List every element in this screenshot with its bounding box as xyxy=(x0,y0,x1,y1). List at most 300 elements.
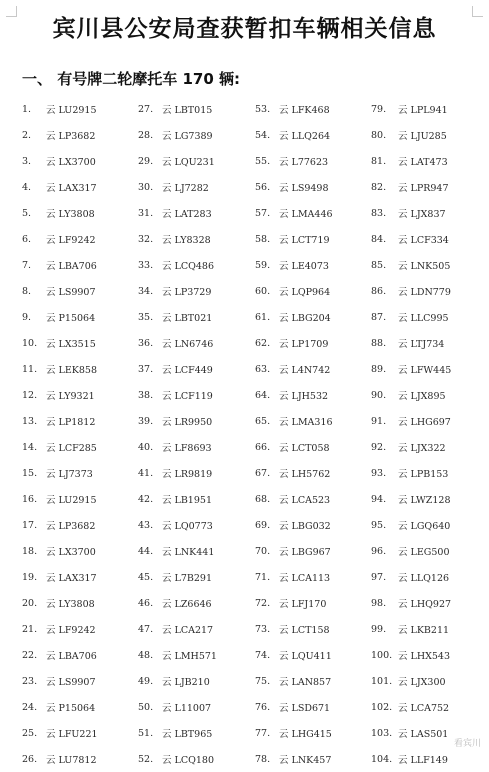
plate-list-item xyxy=(255,278,373,304)
plate-item-number: 62. xyxy=(255,337,271,349)
plate-list-item xyxy=(371,356,489,382)
plate-item-number: 6. xyxy=(22,233,32,245)
plate-list-item xyxy=(255,304,373,330)
plate-list-item xyxy=(255,200,373,226)
plate-item-number: 67. xyxy=(255,467,271,479)
plate-number: 云 LY3808 xyxy=(46,209,95,220)
plate-list-item xyxy=(255,668,373,694)
plate-item-number: 95. xyxy=(371,519,387,531)
plate-column xyxy=(138,96,256,772)
plate-item-number: 10. xyxy=(22,337,38,349)
plate-number: 云 LAX317 xyxy=(46,183,97,194)
plate-item-number: 53. xyxy=(255,103,271,115)
plate-item-number: 69. xyxy=(255,519,271,531)
plate-list-item xyxy=(138,538,256,564)
plate-list-item xyxy=(138,720,256,746)
plate-item-number: 43. xyxy=(138,519,154,531)
plate-list-item xyxy=(255,486,373,512)
plate-number: 云 LLC995 xyxy=(398,313,449,324)
plate-list-item xyxy=(255,356,373,382)
plate-list-item xyxy=(22,356,140,382)
plate-number: 云 LAT283 xyxy=(162,209,212,220)
plate-list-item xyxy=(371,486,489,512)
plate-number: 云 LR9950 xyxy=(162,417,213,428)
plate-list-item xyxy=(138,564,256,590)
document-title: 宾川县公安局查获暂扣车辆相关信息 xyxy=(52,16,437,42)
plate-list-item xyxy=(371,460,489,486)
plate-number: 云 LJH532 xyxy=(279,391,329,402)
plate-list-item xyxy=(22,382,140,408)
plate-item-number: 74. xyxy=(255,649,271,661)
plate-number: 云 LCF449 xyxy=(162,365,213,376)
plate-item-number: 8. xyxy=(22,285,32,297)
plate-list-item xyxy=(22,122,140,148)
plate-number: 云 LJ7373 xyxy=(46,469,93,480)
plate-list-item xyxy=(22,616,140,642)
plate-list-item xyxy=(138,512,256,538)
plate-item-number: 19. xyxy=(22,571,38,583)
plate-number: 云 LCT719 xyxy=(279,235,330,246)
plate-item-number: 3. xyxy=(22,155,32,167)
plate-item-number: 16. xyxy=(22,493,38,505)
plate-number: 云 L4N742 xyxy=(279,365,331,376)
plate-number: 云 LBG204 xyxy=(279,313,331,324)
plate-list-item xyxy=(255,694,373,720)
plate-list-item xyxy=(371,642,489,668)
plate-number: 云 LGQ640 xyxy=(398,521,451,532)
plate-number: 云 P15064 xyxy=(46,703,96,714)
plate-item-number: 28. xyxy=(138,129,154,141)
plate-item-number: 42. xyxy=(138,493,154,505)
plate-item-number: 98. xyxy=(371,597,387,609)
plate-number: 云 LJU285 xyxy=(398,131,447,142)
plate-number: 云 LH5762 xyxy=(279,469,331,480)
plate-list-item xyxy=(255,408,373,434)
plate-list-item xyxy=(22,486,140,512)
plate-item-number: 50. xyxy=(138,701,154,713)
plate-item-number: 70. xyxy=(255,545,271,557)
plate-number: 云 LHQ927 xyxy=(398,599,452,610)
plate-list-item xyxy=(138,616,256,642)
plate-item-number: 14. xyxy=(22,441,38,453)
plate-number: 云 L77623 xyxy=(279,157,329,168)
plate-number: 云 LAT473 xyxy=(398,157,448,168)
plate-list-item xyxy=(22,512,140,538)
plate-item-number: 59. xyxy=(255,259,271,271)
plate-item-number: 65. xyxy=(255,415,271,427)
plate-number: 云 LCF119 xyxy=(162,391,213,402)
plate-list-item xyxy=(138,96,256,122)
plate-number: 云 LEG500 xyxy=(398,547,450,558)
plate-number: 云 LU2915 xyxy=(46,495,97,506)
plate-item-number: 30. xyxy=(138,181,154,193)
plate-item-number: 18. xyxy=(22,545,38,557)
plate-item-number: 21. xyxy=(22,623,38,635)
plate-list-item xyxy=(255,460,373,486)
plate-list-item xyxy=(371,668,489,694)
plate-list-item xyxy=(138,200,256,226)
plate-list-item xyxy=(371,512,489,538)
plate-number: 云 LQU231 xyxy=(162,157,215,168)
plate-list-item xyxy=(22,200,140,226)
plate-number: 云 LBT015 xyxy=(162,105,213,116)
plate-item-number: 49. xyxy=(138,675,154,687)
plate-list-item xyxy=(255,746,373,772)
plate-number: 云 LHG697 xyxy=(398,417,451,428)
plate-item-number: 32. xyxy=(138,233,154,245)
plate-list-item xyxy=(255,96,373,122)
plate-list-item xyxy=(22,564,140,590)
plate-item-number: 97. xyxy=(371,571,387,583)
plate-number: 云 LX3700 xyxy=(46,157,96,168)
plate-item-number: 60. xyxy=(255,285,271,297)
plate-item-number: 81. xyxy=(371,155,387,167)
plate-number: 云 LHG415 xyxy=(279,729,332,740)
plate-list-item xyxy=(22,252,140,278)
plate-list-item xyxy=(22,720,140,746)
plate-number: 云 LX3515 xyxy=(46,339,96,350)
plate-item-number: 27. xyxy=(138,103,154,115)
plate-list-item xyxy=(371,278,489,304)
plate-number: 云 LS9907 xyxy=(46,677,96,688)
plate-item-number: 99. xyxy=(371,623,387,635)
plate-list-item xyxy=(22,538,140,564)
plate-number: 云 LHX543 xyxy=(398,651,451,662)
plate-item-number: 75. xyxy=(255,675,271,687)
plate-number: 云 LKB211 xyxy=(398,625,450,636)
plate-list-item xyxy=(138,642,256,668)
plate-list-item xyxy=(371,122,489,148)
plate-item-number: 93. xyxy=(371,467,387,479)
plate-item-number: 92. xyxy=(371,441,387,453)
plate-item-number: 48. xyxy=(138,649,154,661)
plate-item-number: 24. xyxy=(22,701,38,713)
plate-column xyxy=(22,96,140,772)
plate-item-number: 51. xyxy=(138,727,154,739)
plate-number: 云 LCT158 xyxy=(279,625,330,636)
plate-item-number: 29. xyxy=(138,155,154,167)
plate-item-number: 44. xyxy=(138,545,154,557)
plate-number: 云 LCA523 xyxy=(279,495,331,506)
plate-number: 云 L11007 xyxy=(162,703,212,714)
plate-number: 云 LB1951 xyxy=(162,495,212,506)
plate-list-item xyxy=(138,252,256,278)
plate-item-number: 103. xyxy=(371,727,393,739)
plate-number: 云 LQU411 xyxy=(279,651,332,662)
plate-number: 云 LP1709 xyxy=(279,339,329,350)
plate-number: 云 LNK441 xyxy=(162,547,215,558)
plate-item-number: 76. xyxy=(255,701,271,713)
plate-item-number: 15. xyxy=(22,467,38,479)
plate-number: 云 LU2915 xyxy=(46,105,97,116)
plate-item-number: 78. xyxy=(255,753,271,765)
plate-number: 云 LU7812 xyxy=(46,755,97,766)
plate-item-number: 57. xyxy=(255,207,271,219)
plate-item-number: 61. xyxy=(255,311,271,323)
plate-list-item xyxy=(138,408,256,434)
plate-list-item xyxy=(138,122,256,148)
plate-list-item xyxy=(22,668,140,694)
plate-item-number: 41. xyxy=(138,467,154,479)
plate-list-item xyxy=(255,616,373,642)
plate-list-item xyxy=(138,382,256,408)
plate-list-item xyxy=(371,148,489,174)
plate-item-number: 34. xyxy=(138,285,154,297)
plate-list-item xyxy=(22,304,140,330)
plate-list-item xyxy=(371,174,489,200)
plate-list-item xyxy=(255,564,373,590)
plate-number: 云 LN6746 xyxy=(162,339,214,350)
plate-number: 云 LFU221 xyxy=(46,729,98,740)
plate-number: 云 LPB153 xyxy=(398,469,449,480)
plate-list-item xyxy=(371,226,489,252)
plate-list-item xyxy=(371,382,489,408)
plate-number: 云 LJX322 xyxy=(398,443,446,454)
plate-number: 云 LCQ180 xyxy=(162,755,215,766)
plate-item-number: 4. xyxy=(22,181,32,193)
plate-number: 云 LCA752 xyxy=(398,703,450,714)
plate-column xyxy=(255,96,373,772)
plate-number: 云 LJX300 xyxy=(398,677,446,688)
plate-item-number: 11. xyxy=(22,363,38,375)
plate-number: 云 LEK858 xyxy=(46,365,97,376)
plate-list-item xyxy=(371,304,489,330)
plate-number: 云 LF8693 xyxy=(162,443,212,454)
plate-list-item xyxy=(138,174,256,200)
plate-item-number: 96. xyxy=(371,545,387,557)
plate-list-item xyxy=(255,642,373,668)
plate-number: 云 LG7389 xyxy=(162,131,213,142)
plate-number: 云 LMA316 xyxy=(279,417,333,428)
plate-list-item xyxy=(138,694,256,720)
plate-number: 云 LY3808 xyxy=(46,599,95,610)
plate-list-item xyxy=(255,720,373,746)
plate-number: 云 LTJ734 xyxy=(398,339,445,350)
plate-number: 云 LF9242 xyxy=(46,235,96,246)
plate-list-item xyxy=(138,434,256,460)
plate-list-item xyxy=(138,356,256,382)
plate-list-item xyxy=(22,746,140,772)
plate-number: 云 L7B291 xyxy=(162,573,212,584)
plate-item-number: 25. xyxy=(22,727,38,739)
plate-list-item xyxy=(255,252,373,278)
plate-number: 云 LR9819 xyxy=(162,469,213,480)
plate-list-item xyxy=(138,590,256,616)
plate-list-item xyxy=(138,148,256,174)
plate-list-item xyxy=(22,226,140,252)
plate-list-item xyxy=(22,694,140,720)
plate-number: 云 LSD671 xyxy=(279,703,331,714)
plate-list-item xyxy=(138,330,256,356)
plate-number: 云 LY8328 xyxy=(162,235,211,246)
plate-list-item xyxy=(371,330,489,356)
plate-number: 云 LDN779 xyxy=(398,287,451,298)
plate-item-number: 68. xyxy=(255,493,271,505)
plate-number: 云 LCA217 xyxy=(162,625,214,636)
plate-number: 云 LJX837 xyxy=(398,209,446,220)
plate-item-number: 45. xyxy=(138,571,154,583)
plate-list-item xyxy=(22,434,140,460)
plate-item-number: 64. xyxy=(255,389,271,401)
plate-list-item xyxy=(371,538,489,564)
plate-item-number: 26. xyxy=(22,753,38,765)
plate-number: 云 LS9498 xyxy=(279,183,329,194)
plate-number: 云 LP3682 xyxy=(46,521,96,532)
plate-list-item xyxy=(22,408,140,434)
plate-number: 云 LBA706 xyxy=(46,261,97,272)
plate-number: 云 LNK505 xyxy=(398,261,451,272)
plate-item-number: 1. xyxy=(22,103,32,115)
plate-number: 云 LLQ126 xyxy=(398,573,450,584)
plate-item-number: 80. xyxy=(371,129,387,141)
plate-item-number: 87. xyxy=(371,311,387,323)
plate-list-item xyxy=(371,694,489,720)
plate-number: 云 LBA706 xyxy=(46,651,97,662)
plate-number: 云 LCT058 xyxy=(279,443,330,454)
plate-list-item xyxy=(371,590,489,616)
plate-item-number: 37. xyxy=(138,363,154,375)
plate-list-item xyxy=(255,512,373,538)
plate-list-item xyxy=(255,148,373,174)
plate-item-number: 101. xyxy=(371,675,393,687)
plate-number: 云 LJ7282 xyxy=(162,183,209,194)
plate-number: 云 LCQ486 xyxy=(162,261,215,272)
plate-item-number: 79. xyxy=(371,103,387,115)
plate-item-number: 31. xyxy=(138,207,154,219)
plate-number: 云 LCF285 xyxy=(46,443,97,454)
plate-item-number: 39. xyxy=(138,415,154,427)
plate-number: 云 LWZ128 xyxy=(398,495,451,506)
plate-list-item xyxy=(22,330,140,356)
plate-list-item xyxy=(255,590,373,616)
plate-number: 云 LMH571 xyxy=(162,651,217,662)
plate-number: 云 LBT021 xyxy=(162,313,213,324)
plate-number: 云 LAX317 xyxy=(46,573,97,584)
plate-number: 云 LBG032 xyxy=(279,521,331,532)
plate-number: 云 LP1812 xyxy=(46,417,96,428)
section-heading: 一、 有号牌二轮摩托车 170 辆: xyxy=(22,70,240,88)
plate-list-item xyxy=(22,590,140,616)
plate-item-number: 71. xyxy=(255,571,271,583)
plate-list-item xyxy=(138,746,256,772)
plate-list-item xyxy=(138,486,256,512)
plate-item-number: 84. xyxy=(371,233,387,245)
plate-item-number: 82. xyxy=(371,181,387,193)
plate-item-number: 104. xyxy=(371,753,393,765)
plate-item-number: 55. xyxy=(255,155,271,167)
plate-number: 云 LJB210 xyxy=(162,677,210,688)
plate-number: 云 P15064 xyxy=(46,313,96,324)
plate-list-item xyxy=(255,434,373,460)
plate-number: 云 LS9907 xyxy=(46,287,96,298)
plate-number: 云 LX3700 xyxy=(46,547,96,558)
plate-item-number: 40. xyxy=(138,441,154,453)
plate-number: 云 LP3682 xyxy=(46,131,96,142)
plate-item-number: 85. xyxy=(371,259,387,271)
plate-number: 云 LLF149 xyxy=(398,755,448,766)
plate-item-number: 35. xyxy=(138,311,154,323)
plate-number: 云 LMA446 xyxy=(279,209,333,220)
plate-item-number: 94. xyxy=(371,493,387,505)
plate-item-number: 63. xyxy=(255,363,271,375)
plate-number: 云 LQP964 xyxy=(279,287,331,298)
plate-list-item xyxy=(22,96,140,122)
plate-number: 云 LAS501 xyxy=(398,729,449,740)
plate-list-item xyxy=(371,434,489,460)
plate-list-item xyxy=(22,278,140,304)
plate-item-number: 58. xyxy=(255,233,271,245)
plate-number: 云 LPR947 xyxy=(398,183,449,194)
plate-list-item xyxy=(138,278,256,304)
plate-item-number: 7. xyxy=(22,259,32,271)
plate-list xyxy=(0,96,489,766)
plate-item-number: 54. xyxy=(255,129,271,141)
plate-list-item xyxy=(371,408,489,434)
plate-item-number: 22. xyxy=(22,649,38,661)
plate-item-number: 66. xyxy=(255,441,271,453)
plate-item-number: 72. xyxy=(255,597,271,609)
plate-item-number: 33. xyxy=(138,259,154,271)
plate-list-item xyxy=(255,174,373,200)
plate-number: 云 LAN857 xyxy=(279,677,332,688)
plate-item-number: 88. xyxy=(371,337,387,349)
plate-number: 云 LF9242 xyxy=(46,625,96,636)
plate-item-number: 13. xyxy=(22,415,38,427)
plate-list-item xyxy=(255,538,373,564)
plate-item-number: 86. xyxy=(371,285,387,297)
plate-number: 云 LP3729 xyxy=(162,287,212,298)
plate-item-number: 46. xyxy=(138,597,154,609)
plate-number: 云 LZ6646 xyxy=(162,599,212,610)
plate-list-item xyxy=(371,746,489,772)
plate-number: 云 LY9321 xyxy=(46,391,95,402)
plate-item-number: 2. xyxy=(22,129,32,141)
plate-number: 云 LFJ170 xyxy=(279,599,327,610)
plate-item-number: 47. xyxy=(138,623,154,635)
plate-item-number: 5. xyxy=(22,207,32,219)
plate-list-item xyxy=(138,226,256,252)
plate-item-number: 83. xyxy=(371,207,387,219)
plate-list-item xyxy=(371,200,489,226)
plate-number: 云 LQ0773 xyxy=(162,521,213,532)
plate-item-number: 91. xyxy=(371,415,387,427)
plate-number: 云 LPL941 xyxy=(398,105,448,116)
plate-column xyxy=(371,96,489,772)
plate-list-item xyxy=(22,174,140,200)
plate-number: 云 LE4073 xyxy=(279,261,329,272)
plate-item-number: 77. xyxy=(255,727,271,739)
plate-item-number: 56. xyxy=(255,181,271,193)
plate-list-item xyxy=(138,304,256,330)
plate-list-item xyxy=(22,642,140,668)
plate-number: 云 LFW445 xyxy=(398,365,452,376)
plate-list-item xyxy=(255,122,373,148)
plate-item-number: 52. xyxy=(138,753,154,765)
plate-number: 云 LFK468 xyxy=(279,105,330,116)
plate-list-item xyxy=(255,330,373,356)
plate-list-item xyxy=(255,226,373,252)
plate-number: 云 LCF334 xyxy=(398,235,449,246)
plate-item-number: 12. xyxy=(22,389,38,401)
plate-number: 云 LBG967 xyxy=(279,547,331,558)
plate-list-item xyxy=(371,96,489,122)
plate-item-number: 36. xyxy=(138,337,154,349)
plate-list-item xyxy=(255,382,373,408)
watermark: 看宾川 xyxy=(453,739,481,749)
plate-item-number: 38. xyxy=(138,389,154,401)
plate-list-item xyxy=(22,148,140,174)
plate-item-number: 100. xyxy=(371,649,393,661)
